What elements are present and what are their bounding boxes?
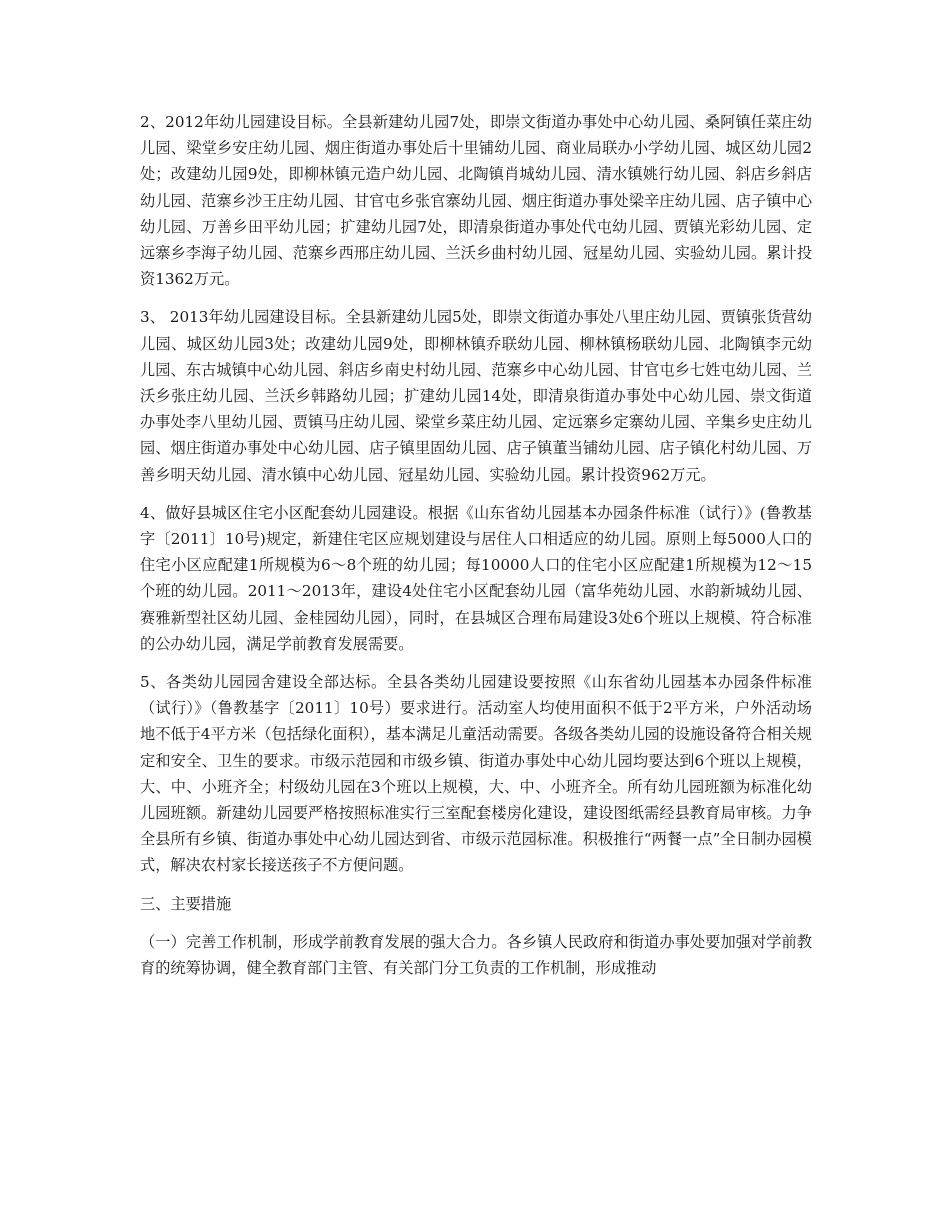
paragraph-2013-goals: 3、 2013年幼儿园建设目标。全县新建幼儿园5处，即崇文街道办事处八里庄幼儿园、贾镇张货营幼儿园、城区幼儿园3处；改建幼儿园9处，即柳林镇乔联幼儿园、柳林镇杨联幼儿园、北陶镇李元幼儿园、东古城镇中心幼儿园、斜店乡南史村幼儿园、范寨乡中心幼儿园、甘官屯乡七姓屯幼儿园、兰沃乡张庄幼儿园、兰沃乡韩路幼儿园；扩建幼儿园14处，即清泉街道办事处中心幼儿园、崇文街道办事处李八里幼儿园、贾镇马庄幼儿园、梁堂乡菜庄幼儿园、定远寨乡定寨幼儿园、辛集乡史庄幼儿园、烟庄街道办事处中心幼儿园、店子镇里固幼儿园、店子镇董当铺幼儿园、店子镇化村幼儿园、万善乡明天幼儿园、清水镇中心幼儿园、冠星幼儿园、实验幼儿园。累计投资962万元。 bbox=[140, 308, 812, 484]
paragraph-work-mechanism: （一）完善工作机制，形成学前教育发展的强大合力。各乡镇人民政府和街道办事处要加强对学前教育的统筹协调，健全教育部门主管、有关部门分工负责的工作机制，形成推动 bbox=[140, 932, 812, 978]
paragraph-residential-kindergartens: 4、做好县城区住宅小区配套幼儿园建设。根据《山东省幼儿园基本办园条件标准（试行）》(鲁教基字〔2011〕10号)规定，新建住宅区应规划建设与居住人口相适应的幼儿园。原则上每5000人口的住宅小区应配建1所规模为6～8个班的幼儿园；每10000人口的住宅小区应配建1所规模为12～15个班的幼儿园。2011～2013年，建设4处住宅小区配套幼儿园（富华苑幼儿园、水韵新城幼儿园、赛雅新型社区幼儿园、金桂园幼儿园），同时，在县城区合理布局建设3处6个班以上规模、符合标准的公办幼儿园，满足学前教育发展需要。 bbox=[140, 503, 812, 653]
paragraph-facility-standards: 5、各类幼儿园园舍建设全部达标。全县各类幼儿园建设要按照《山东省幼儿园基本办园条件标准（试行）》（鲁教基字〔2011〕10号）要求进行。活动室人均使用面积不低于2平方米，户外活动场地不低于4平方米（包括绿化面积），基本满足儿童活动需要。各级各类幼儿园的设施设备符合相关规定和安全、卫生的要求。市级示范园和市级乡镇、街道办事处中心幼儿园均要达到6个班以上规模，大、中、小班齐全；村级幼儿园在3个班以上规模，大、中、小班齐全。所有幼儿园班额为标准化幼儿园班额。新建幼儿园要严格按照标准实行三室配套楼房化建设，建设图纸需经县教育局审核。力争全县所有乡镇、街道办事处中心幼儿园达到省、市级示范园标准。积极推行“两餐一点”全日制办园模式，解决农村家长接送孩子不方便问题。 bbox=[140, 673, 812, 875]
section-heading-main-measures: 三、主要措施 bbox=[140, 894, 232, 913]
paragraph-2012-goals: 2、2012年幼儿园建设目标。全县新建幼儿园7处，即崇文街道办事处中心幼儿园、桑阿镇任菜庄幼儿园、梁堂乡安庄幼儿园、烟庄街道办事处后十里铺幼儿园、商业局联办小学幼儿园、城区幼儿园2处；改建幼儿园9处，即柳林镇元造户幼儿园、北陶镇肖城幼儿园、清水镇姚行幼儿园、斜店乡斜店幼儿园、范寨乡沙王庄幼儿园、甘官屯乡张官寨幼儿园、烟庄街道办事处梁辛庄幼儿园、店子镇中心幼儿园、万善乡田平幼儿园；扩建幼儿园7处，即清泉街道办事处代屯幼儿园、贾镇光彩幼儿园、定远寨乡李海子幼儿园、范寨乡西邢庄幼儿园、兰沃乡曲村幼儿园、冠星幼儿园、实验幼儿园。累计投资1362万元。 bbox=[140, 113, 812, 289]
document-body bbox=[140, 109, 812, 993]
